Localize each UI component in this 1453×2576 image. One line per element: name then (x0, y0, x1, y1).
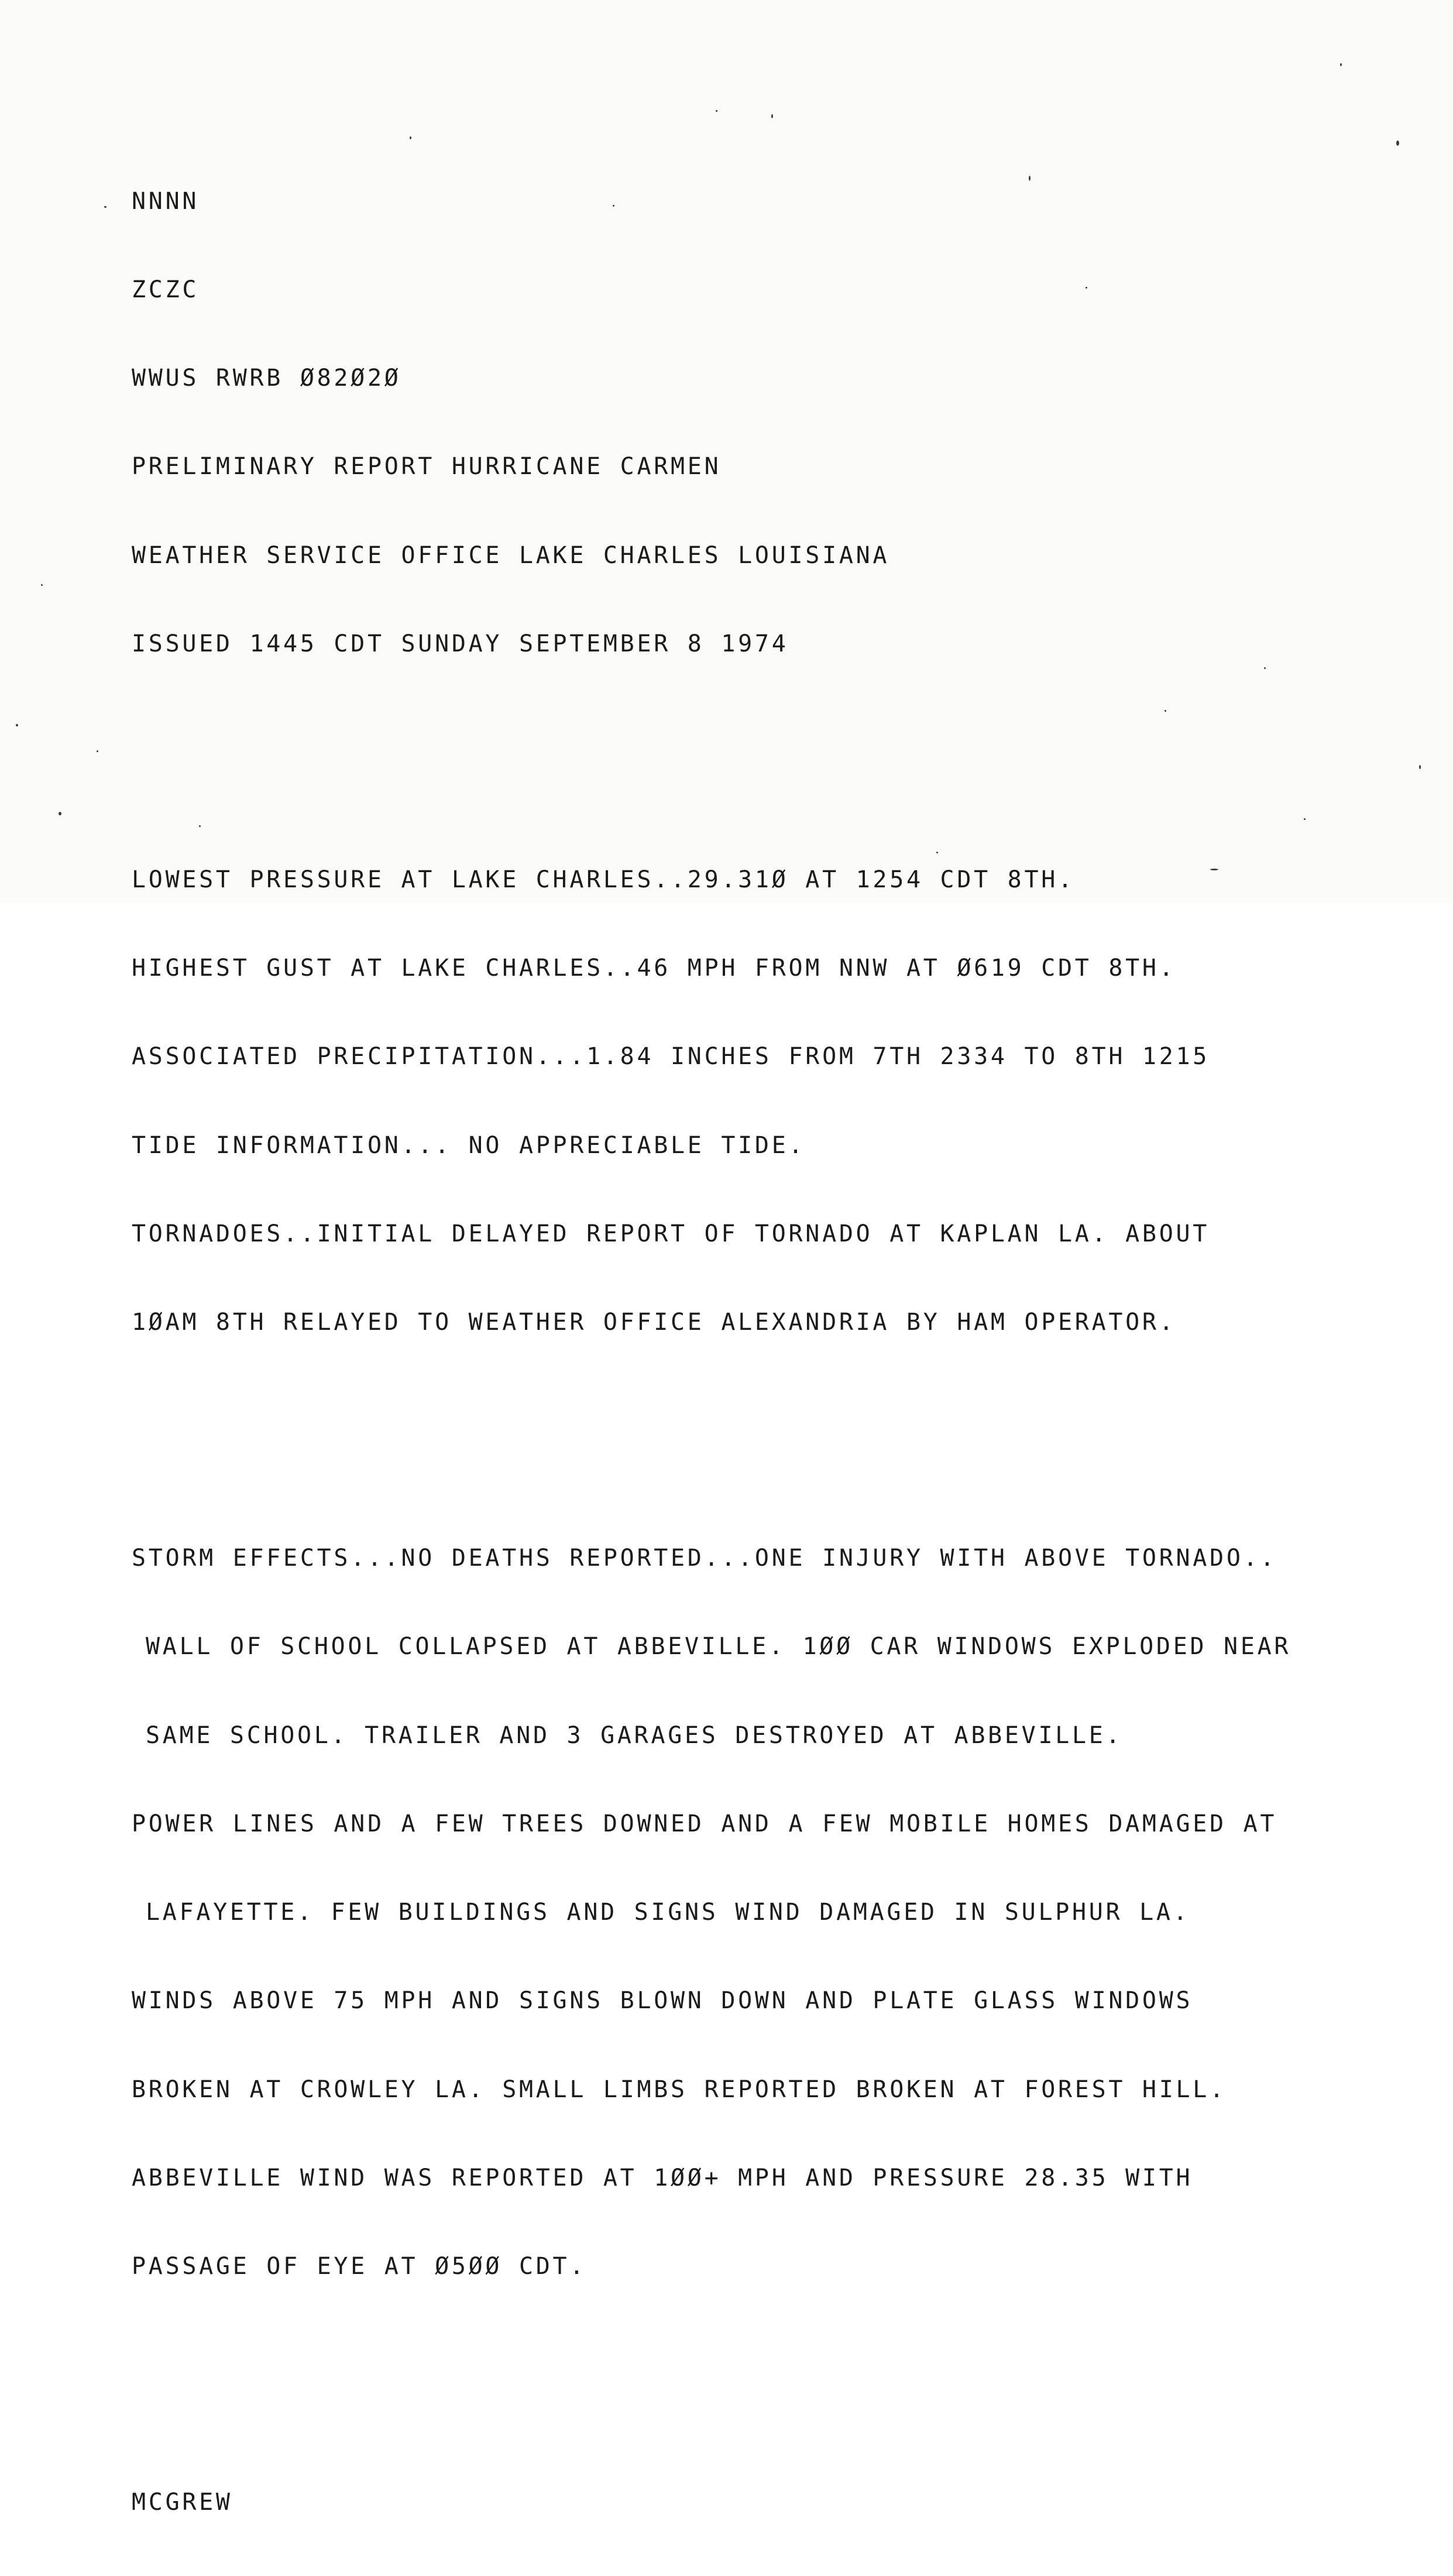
paper-speck (613, 205, 614, 207)
signature: MCGREW (132, 2489, 233, 2516)
blank-line (132, 2370, 1396, 2399)
paper-speck (1210, 869, 1218, 870)
effects-line: STORM EFFECTS...NO DEATHS REPORTED...ONE INJURY WITH ABOVE TORNADO.. (132, 1545, 1277, 1572)
effects-line: PASSAGE OF EYE AT Ø5ØØ CDT. (132, 2252, 587, 2280)
paper-speck (1264, 667, 1266, 669)
issued-line: ISSUED 1445 CDT SUNDAY SEPTEMBER 8 1974 (132, 630, 789, 657)
paper-speck (41, 584, 43, 586)
effects-line: LAFAYETTE. FEW BUILDINGS AND SIGNS WIND DAMAGED IN SULPHUR LA. (146, 1899, 1190, 1926)
paper-speck (199, 825, 201, 827)
paper-speck (1165, 710, 1166, 712)
paper-speck (1086, 287, 1087, 289)
effects-line: SAME SCHOOL. TRAILER AND 3 GARAGES DESTROYED AT ABBEVILLE. (146, 1721, 1123, 1749)
paper-speck (1396, 140, 1399, 146)
effects-line: BROKEN AT CROWLEY LA. SMALL LIMBS REPORTED BROKEN AT FOREST HILL. (132, 2076, 1227, 2103)
paper-speck (936, 852, 938, 853)
blank-line (132, 1426, 1396, 1455)
paper-speck (59, 812, 61, 815)
paper-speck (104, 206, 107, 208)
weather-report-text (132, 128, 1396, 2576)
paper-speck (1304, 818, 1306, 820)
blank-line (132, 747, 1396, 776)
paper-speck (1419, 765, 1421, 769)
observation-tornadoes: TORNADOES..INITIAL DELAYED REPORT OF TORNADO AT KAPLAN LA. ABOUT (132, 1220, 1210, 1247)
paper-speck (16, 724, 18, 726)
paper-speck (716, 110, 717, 112)
paper-speck (97, 750, 98, 752)
report-title: PRELIMINARY REPORT HURRICANE CARMEN (132, 453, 722, 481)
paper-speck (771, 114, 773, 118)
header-line-nnnn: NNNN (132, 187, 200, 215)
observation-precipitation: ASSOCIATED PRECIPITATION...1.84 INCHES FROM 7TH 2334 TO 8TH 1215 (132, 1043, 1210, 1071)
issuing-office: WEATHER SERVICE OFFICE LAKE CHARLES LOUISIANA (132, 541, 890, 569)
observation-gust: HIGHEST GUST AT LAKE CHARLES..46 MPH FROM NNW AT Ø619 CDT 8TH. (132, 955, 1176, 982)
paper-speck (1340, 63, 1342, 66)
effects-line: WINDS ABOVE 75 MPH AND SIGNS BLOWN DOWN AND PLATE GLASS WINDOWS (132, 1987, 1193, 2015)
header-line-zczc: ZCZC (132, 276, 200, 304)
observation-tornadoes-cont: 1ØAM 8TH RELAYED TO WEATHER OFFICE ALEXANDRIA BY HAM OPERATOR. (132, 1309, 1176, 1336)
effects-line: WALL OF SCHOOL COLLAPSED AT ABBEVILLE. 1ØØ CAR WINDOWS EXPLODED NEAR (146, 1633, 1291, 1661)
observation-tide: TIDE INFORMATION... NO APPRECIABLE TIDE. (132, 1131, 806, 1159)
paper-speck (410, 136, 411, 139)
paper-speck (1029, 176, 1031, 181)
effects-line: POWER LINES AND A FEW TREES DOWNED AND A FEW MOBILE HOMES DAMAGED AT (132, 1810, 1277, 1837)
observation-pressure: LOWEST PRESSURE AT LAKE CHARLES..29.31Ø AT 1254 CDT 8TH. (132, 866, 1075, 894)
effects-line: ABBEVILLE WIND WAS REPORTED AT 1ØØ+ MPH AND PRESSURE 28.35 WITH (132, 2164, 1193, 2191)
header-line-routing: WWUS RWRB Ø82Ø2Ø (132, 365, 401, 392)
